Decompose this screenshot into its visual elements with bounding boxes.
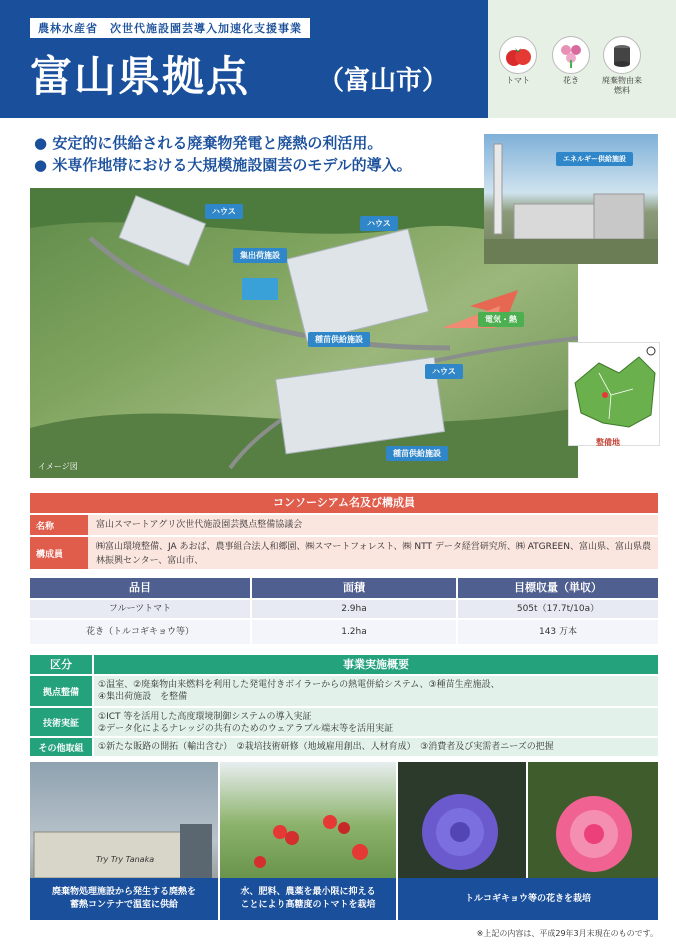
agency-label: 農林水産省 次世代施設園芸導入加速化支援事業 [30, 18, 310, 38]
category-icons [495, 36, 647, 104]
map-caption: 整備地 [596, 438, 620, 447]
image-note: イメージ図 [38, 462, 78, 471]
consortium-members-key: 構成員 [30, 537, 88, 569]
label-shipping-facility: 集出荷施設 [233, 248, 287, 263]
category-label: トマト [506, 76, 530, 85]
label-house: ハウス [205, 204, 243, 219]
product-header-target: 目標収量（単収） [458, 578, 658, 598]
consortium-members-row [30, 537, 658, 569]
business-value: ①新たな販路の開拓（輸出含む） ②栽培技術研修（地域雇用創出、人材育成） ③消費者及び実需者ニーズの把握 [94, 738, 658, 756]
category-flower [548, 36, 594, 86]
product-cell: 花き（トルコギキョウ等） [30, 620, 250, 644]
business-header-summary: 事業実施概要 [94, 655, 658, 674]
category-label: 廃棄物由来燃料 [602, 76, 642, 95]
header-band [0, 0, 488, 118]
photo-caption: 廃棄物処理施設から発生する廃熱を 蓄熱コンテナで温室に供給 [30, 878, 218, 920]
consortium-heading: コンソーシアム名及び構成員 [30, 493, 658, 513]
label-seedling-facility: 種苗供給施設 [308, 332, 370, 347]
photo-caption: 水、肥料、農薬を最小限に抑える ことにより高糖度のトマトを栽培 [220, 878, 396, 920]
label-house: ハウス [360, 216, 398, 231]
consortium-name-row [30, 515, 658, 535]
product-cell: 143 万本 [458, 620, 658, 644]
label-power-heat: 電気・熱 [478, 312, 524, 327]
consortium-members-value: ㈱富山環境整備、JA あおば、農事組合法人和郷園、㈱スマートフォレスト、㈱ NTT データ経営研究所、㈱ ATGREEN、富山県、富山県農林振興センター、富山市、 [96, 542, 651, 566]
flower-icon [552, 36, 590, 74]
product-header-area: 面積 [252, 578, 456, 598]
consortium-name-key: 名称 [30, 515, 88, 535]
key-point: ● 米専作地帯における大規模施設園芸のモデル的導入。 [34, 156, 412, 174]
tomato-icon [499, 36, 537, 74]
photo-caption: トルコギキョウ等の花きを栽培 [398, 878, 658, 920]
business-key: 技術実証 [30, 708, 92, 736]
product-cell: 2.9ha [252, 600, 456, 618]
page-title: 富山県拠点 [30, 52, 251, 101]
page-subtitle: （富山市） [318, 66, 449, 96]
business-key: その他取組 [30, 738, 92, 756]
product-cell: 1.2ha [252, 620, 456, 644]
label-energy-facility: エネルギー供給施設 [556, 152, 633, 166]
footnote: ※上記の内容は、平成29年3月末現在のものです。 [476, 929, 658, 938]
fuel-can-icon [603, 36, 641, 74]
product-cell: フルーツトマト [30, 600, 250, 618]
key-point: ● 安定的に供給される廃棄物発電と廃熱の利活用。 [34, 134, 383, 152]
category-label: 花き [563, 76, 579, 85]
key-points [34, 132, 484, 176]
business-key: 拠点整備 [30, 676, 92, 706]
energy-facility-photo [484, 134, 658, 264]
consortium-name-value: 富山スマートアグリ次世代施設園芸拠点整備協議会 [96, 520, 303, 530]
container-text: Try Try Tanaka [96, 855, 155, 864]
category-fuel [599, 36, 645, 96]
toyama-map-drawing [569, 343, 661, 447]
product-header-item: 品目 [30, 578, 250, 598]
label-seedling-facility: 種苗供給施設 [386, 446, 448, 461]
product-cell: 505t（17.7t/10a） [458, 600, 658, 618]
business-header-category: 区分 [30, 655, 92, 674]
label-house: ハウス [425, 364, 463, 379]
location-map [568, 342, 660, 446]
category-tomato [495, 36, 541, 86]
business-value: ①温室、②廃棄物由来燃料を利用した発電付きボイラーからの熱電併給システム、③種苗生産施設、 ④集出荷施設 を整備 [94, 676, 658, 706]
business-value: ①ICT 等を活用した高度環境制御システムの導入実証 ②データ化によるナレッジの共有のためのウェアラブル端末等を活用実証 [94, 708, 658, 736]
